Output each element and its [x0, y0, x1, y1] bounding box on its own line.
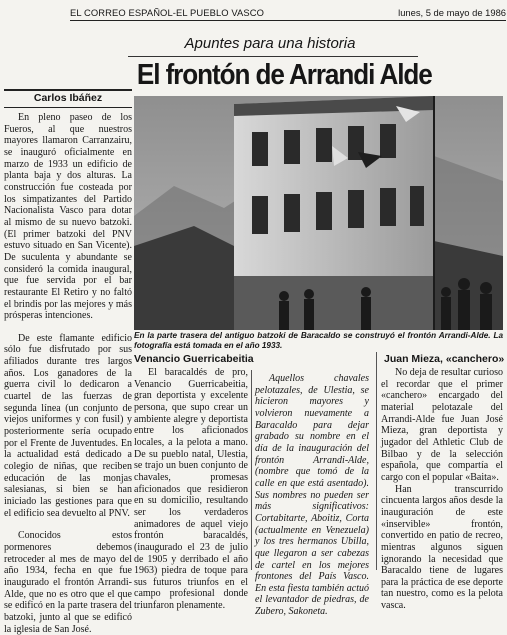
article-column-2	[134, 367, 248, 612]
byline: Carlos Ibáñez	[33, 92, 103, 104]
column-divider	[376, 352, 377, 570]
article-column-4	[381, 367, 503, 612]
section-heading-mieza: Juan Mieza, «canchero»	[384, 353, 505, 365]
newspaper-name: EL CORREO ESPAÑOL-EL PUEBLO VASCO	[70, 7, 264, 18]
column-divider	[251, 370, 252, 570]
paragraph: De este flamante edificio sólo fue disfrutado por sus afiliados durante tres largos años. Los ganadores de la guerra civil lo dedicaron a cuartel de las fuerzas de segunda línea (un conjunto de viejos uniformes y con fusil) y posteriormente sería ocupado por el Frente de Juventudes. En la actualidad está dedicado a colegio de niñas, que reciben educación de las monjas salesianas, si bien se han iniciado las gestiones para que el edificio sea devuelto al PNV.	[4, 332, 132, 519]
kicker-rule	[128, 56, 418, 57]
article-column-1	[4, 112, 132, 635]
masthead	[70, 6, 506, 21]
paragraph: Conocidos estos pormenores debemos retroceder al mes de mayo del año 1934, fecha en que fue inaugurado el frontón Arrandi-Alde, que no es otro que el que se edificó en la parte trasera del batzoki, junto al que se edificó la iglesia de San José.	[4, 530, 132, 635]
photo-caption: En la parte trasera del antiguo batzoki de Baracaldo se construyó el frontón Arrandi-Alde. La fotografía está tomada en el año 1933.	[134, 331, 503, 350]
historic-photo	[134, 96, 503, 330]
paragraph: Aquellos chavales pelotazales, de Ulestia, se hicieron mayores y volvieron nuevamente a Baracaldo para dejar grabado su nombre en el día de la inauguración del frontón Arrandi-Alde, (nombre que tomó de la calle en que está asentado). Sus nombres no pueden ser más significativos: Cortabitarte, Aboitiz, Corta (actualmente en Venezuela) y los tres hermanos Ubilla, que llegaron a ser cabezas de cartel en los mejores frontones del País Vasco. En esta fiesta también actuó el levantador de piedras, de Zubero, Sakoneta.	[255, 373, 369, 618]
publication-date: lunes, 5 de mayo de 1986	[398, 7, 506, 18]
article-column-3	[255, 373, 369, 618]
section-heading-venancio: Venancio Guerricabeitia	[134, 353, 254, 365]
paragraph: Han transcurrido cincuenta largos años desde la inauguración de este «inservible» frontón, convertido en patio de recreo, mientras algunos siguen ignorando la necesidad que Baracaldo tiene de lugares para la práctica de ese deporte tan nuestro, como es la pelota vasca.	[381, 483, 503, 612]
paragraph: No deja de resultar curioso el recordar que el primer «canchero» encargado del material pelotazale del Arrandi-Alde fue Juan José Mieza, gran deportista y jugador del Athletic Club de Bilbao y de la selección española, que compartía el cargo con el popular «Baita».	[381, 367, 503, 483]
paragraph: El baracaldés de pro, Venancio Guerricabeitia, gran deportista y excelente persona, que supo crear un ambiente alegre y deportista entre los aficionados locales, a la pelota a mano. De su pueblo natal, Ulestia, se trajo un buen conjunto de chavales, promesas aficionados que residieron en su domicilio, resultando ser los verdaderos animadores de aquel viejo frontón baracaldés, (inaugurado el 23 de julio de 1905 y derribado el año 1963) piedra de toque para sus futuros triunfos en el campo profesional donde triunfaron plenamente.	[134, 367, 248, 612]
byline-rule-top	[4, 89, 132, 91]
headline: El frontón de Arrandi Alde	[136, 59, 432, 91]
paragraph: En pleno paseo de los Fueros, al que nuestros mayores llamaron Carranzairu, se inauguró oficialmente en marzo de 1933 un edificio de planta baja y dos alturas. La construcción fue costeada por los simpatizantes del Partido Nacionalista Vasco para dotar al mismo de su nuevo batzoki. (El primer batzoki del PNV estuvo situado en San Vicente). De suculenta y abundante se consideró la comida inaugural, que fue servida por el bar restaurante El Retiro y no faltó el brindis por las mejores y más prósperas intenciones.	[4, 112, 132, 322]
kicker: Apuntes para una historia	[184, 35, 356, 52]
byline-rule-bottom	[4, 107, 132, 108]
